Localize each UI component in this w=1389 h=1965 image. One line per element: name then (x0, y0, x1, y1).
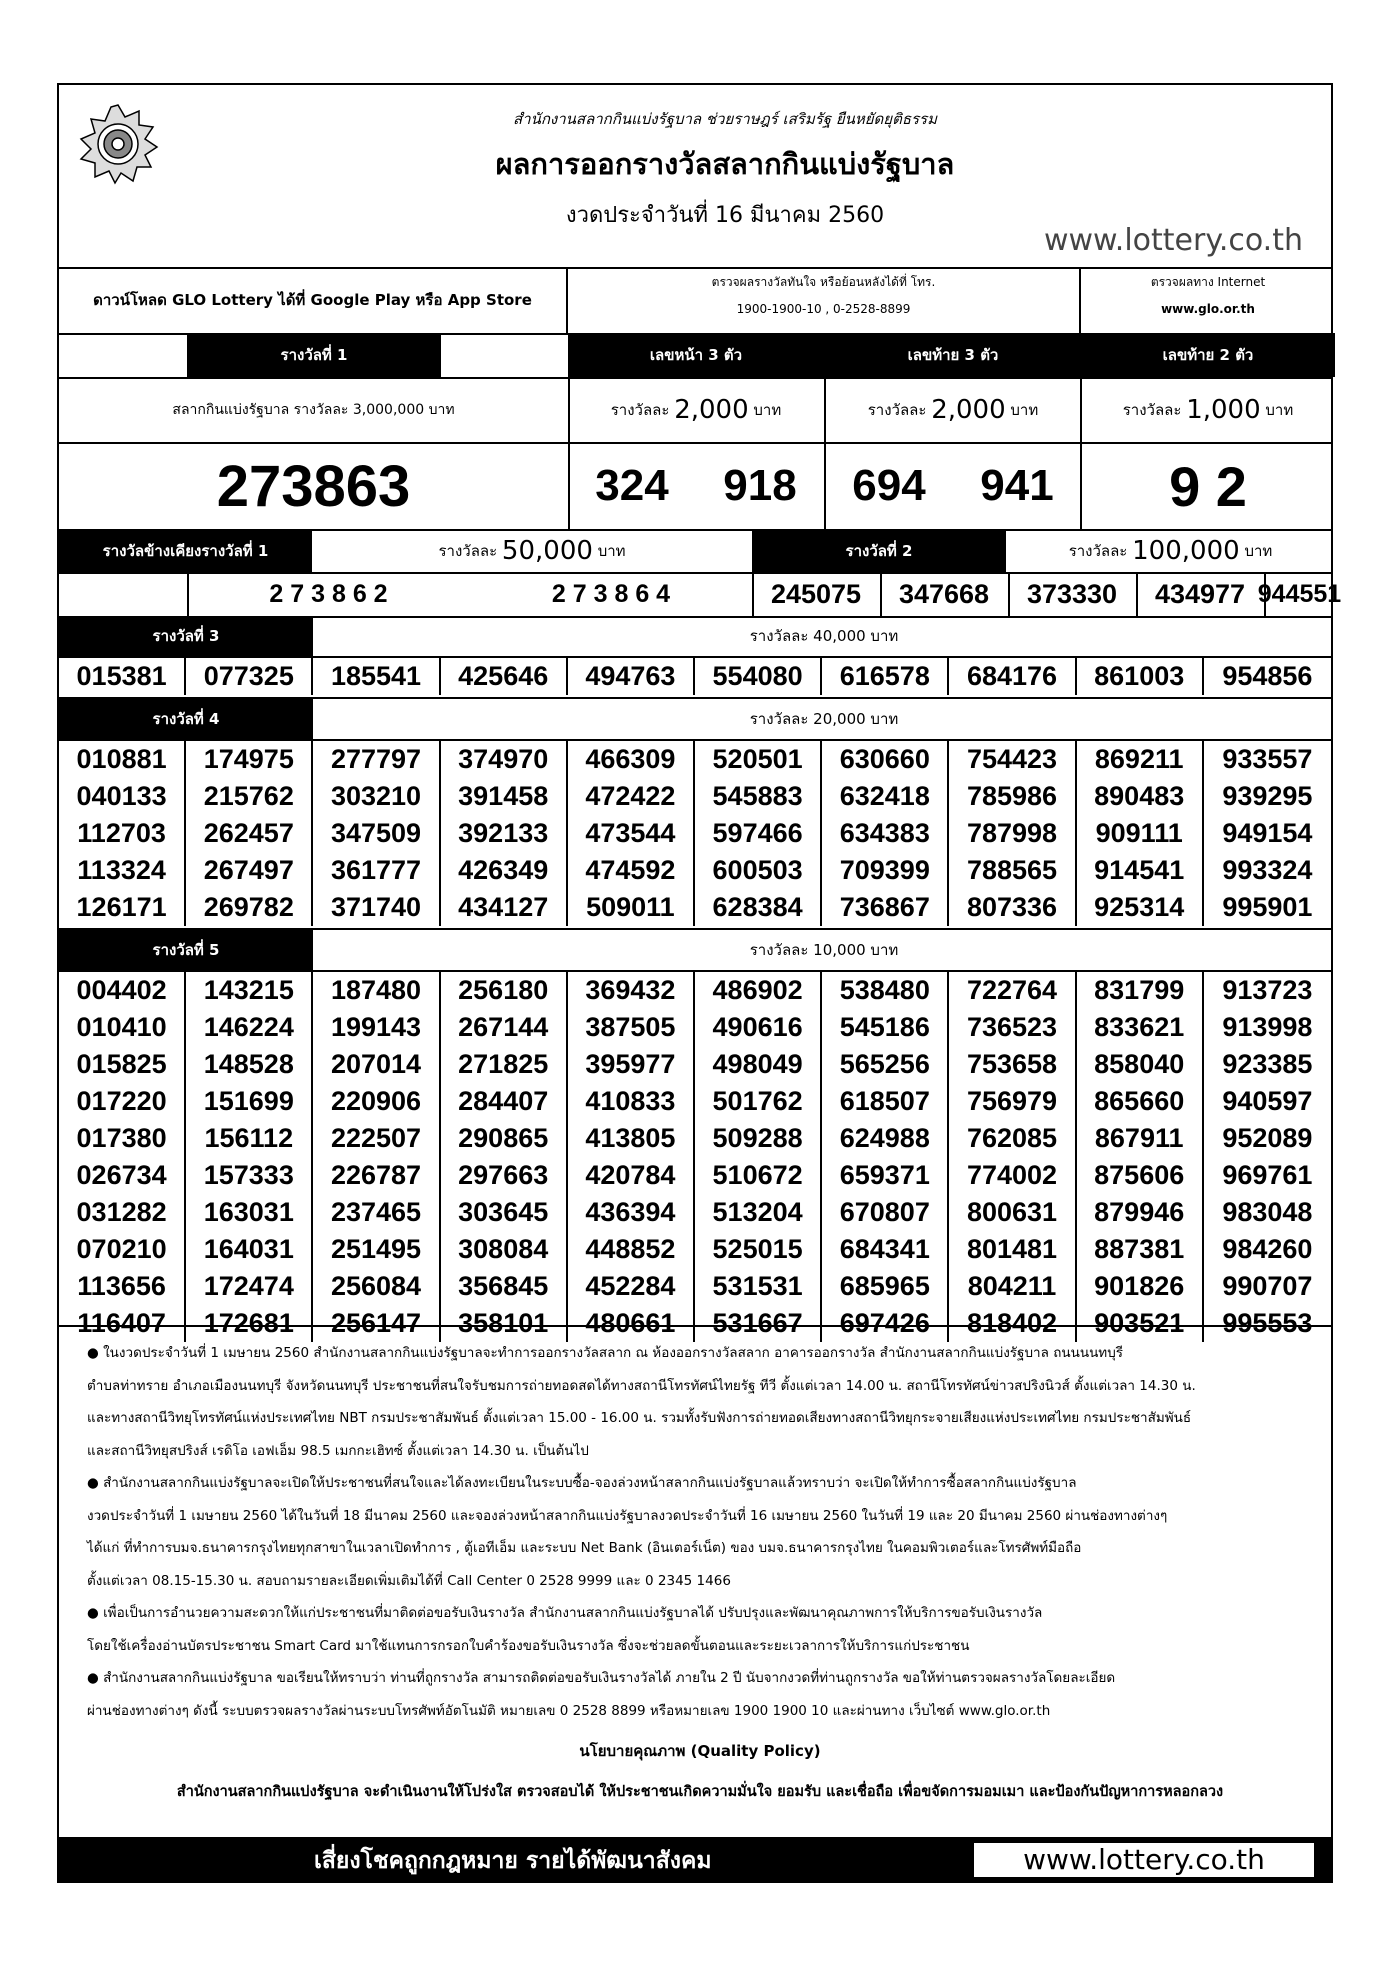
prize-number: 303645 (441, 1194, 568, 1231)
note-line: งวดประจำวันที่ 1 เมษายน 2560 ได้ในวันที่ 18 มีนาคม 2560 และจองล่วงหน้าสลากกินแบ่งรัฐบาลงวดประจำวันที่ 16 เมษายน 2560 ในวันที่ 19 และ 20 มีนาคม 2560 ผ่านช่องทางต่างๆ (87, 1507, 1168, 1524)
prize-number: 220906 (313, 1083, 440, 1120)
prize1-number: 273863 (216, 453, 411, 519)
prize-number: 990707 (1222, 1271, 1313, 1301)
prize-number: 290865 (441, 1120, 568, 1157)
last3-number: 941 (980, 461, 1054, 510)
prize-number: 831799 (1077, 972, 1204, 1009)
prize-number: 420784 (568, 1157, 695, 1194)
prize-number: 774002 (949, 1157, 1076, 1194)
side-prize-label: รางวัลข้างเคียงรางวัลที่ 1 (59, 529, 312, 572)
last3-amount-unit: บาท (1010, 400, 1039, 419)
prize2-number: 434977 (1154, 578, 1246, 609)
prize-number: 509288 (695, 1120, 822, 1157)
prize-number: 684341 (822, 1231, 949, 1268)
prize-number: 207014 (313, 1046, 440, 1083)
draw-date: งวดประจำวันที่ 16 มีนาคม 2560 (565, 203, 885, 228)
prize-number: 308084 (441, 1231, 568, 1268)
prize-number: 256084 (313, 1268, 440, 1305)
prize-number: 480661 (568, 1305, 695, 1342)
prize-number: 226787 (313, 1157, 440, 1194)
prize-number: 684176 (949, 658, 1076, 695)
prize-number: 520501 (695, 741, 822, 778)
note-line: ● สำนักงานสลากกินแบ่งรัฐบาลจะเปิดให้ประชาชนที่สนใจและได้ลงทะเบียนในระบบซื้อ-จองล่วงหน้าสลากกินแบ่งรัฐบาลแล้วทราบว่า จะเปิดให้ทำการซื้อสลากกินแบ่งรัฐบาล (87, 1475, 1077, 1491)
prize-number: 358101 (441, 1305, 568, 1342)
prize-number: 215762 (186, 778, 313, 815)
side-amount (312, 529, 752, 572)
prize-number: 222507 (313, 1120, 440, 1157)
prize-number: 466309 (568, 741, 695, 778)
prize-number: 554080 (695, 658, 822, 695)
prize-number: 531667 (695, 1305, 822, 1342)
prize-number: 509011 (568, 889, 695, 926)
prize-number: 914541 (1077, 852, 1204, 889)
prize-number: 425646 (441, 658, 568, 695)
last2-amount-prefix: รางวัลละ (1122, 400, 1182, 419)
last2-amount-value: 1,000 (1186, 394, 1261, 425)
prize-number: 474592 (568, 852, 695, 889)
prize-number: 413805 (568, 1120, 695, 1157)
prize-number: 157333 (186, 1157, 313, 1194)
prize-number: 939295 (1222, 781, 1313, 811)
prize-number: 010410 (59, 1009, 186, 1046)
lottery-result-sheet (57, 83, 1342, 1883)
internet-check-box (1081, 267, 1335, 333)
prize-number: 126171 (59, 889, 186, 926)
note-line: ● เพื่อเป็นการอำนวยความสะดวกให้แก่ประชาชนที่มาติดต่อขอรับเงินรางวัล สำนักงานสลากกินแบ่งรัฐบาลได้ ปรับปรุงและพัฒนาคุณภาพการให้บริการขอรับเงินรางวัล (87, 1605, 1043, 1621)
last2-number: 9 2 (1169, 454, 1247, 518)
prize-number: 369432 (568, 972, 695, 1009)
prize-number: 753658 (949, 1046, 1076, 1083)
download-note: ดาวน์โหลด GLO Lottery ได้ที่ Google Play หรือ App Store (59, 267, 568, 333)
prize-number: 801481 (949, 1231, 1076, 1268)
phone-title: ตรวจผลรางวัลทันใจ หรือย้อนหลังได้ที่ โทร. (711, 275, 936, 289)
prize-number: 472422 (568, 778, 695, 815)
prize-number: 371740 (313, 889, 440, 926)
prize-number: 199143 (313, 1009, 440, 1046)
prize-number: 788565 (949, 852, 1076, 889)
prize-number: 347509 (313, 815, 440, 852)
prize-number: 995901 (1222, 892, 1313, 922)
prize-number: 015825 (59, 1046, 186, 1083)
prize-number: 913998 (1222, 1012, 1313, 1042)
prize-number: 473544 (568, 815, 695, 852)
prize-number: 861003 (1077, 658, 1204, 695)
prize-number: 077325 (186, 658, 313, 695)
prize-number: 869211 (1077, 741, 1204, 778)
prize-number: 486902 (695, 972, 822, 1009)
prize-number: 925314 (1077, 889, 1204, 926)
prize4-amount: รางวัลละ 20,000 บาท (749, 710, 899, 728)
prize-number: 890483 (1077, 778, 1204, 815)
note-line: ผ่านช่องทางต่างๆ ดังนี้ ระบบตรวจผลรางวัลผ่านระบบโทรศัพท์อัตโนมัติ หมายเลข 0 2528 8899 หรือหมายเลข 1900 1900 10 และผ่านทาง เว็บไซต์ www.glo.or.th (87, 1702, 1051, 1719)
note-line: และสถานีวิทยุสปริงส์ เรดิโอ เอฟเอ็ม 98.5 เมกกะเฮิทซ์ ตั้งแต่เวลา 14.30 น. เป็นต้นไป (87, 1442, 589, 1459)
prize-number: 151699 (186, 1083, 313, 1120)
note-line: ตำบลท่าทราย อำเภอเมืองนนทบุรี จังหวัดนนทบุรี ประชาชนที่สนใจรับชมการถ่ายทอดสดได้ทางสถานีโทรทัศน์ไทยรัฐ ทีวี ตั้งแต่เวลา 14.00 น. สถานีโทรทัศน์ข่าวสปริงนิวส์ ตั้งแต่เวลา 14.30 น. (87, 1377, 1196, 1394)
side-number: 2 7 3 8 6 2 (269, 579, 388, 608)
prize-number: 632418 (822, 778, 949, 815)
prize-number: 031282 (59, 1194, 186, 1231)
prize-number: 754423 (949, 741, 1076, 778)
prize5-grid (59, 972, 1331, 1342)
page-title: ผลการออกรางวัลสลากกินแบ่งรัฐบาล (495, 147, 955, 181)
prize-number: 163031 (186, 1194, 313, 1231)
prize-number: 448852 (568, 1231, 695, 1268)
last3-number: 694 (852, 461, 926, 510)
prize-number: 804211 (949, 1268, 1076, 1305)
prize-number: 392133 (441, 815, 568, 852)
internet-title: ตรวจผลทาง Internet (1150, 275, 1266, 289)
prize-number: 887381 (1077, 1231, 1204, 1268)
prize5-label: รางวัลที่ 5 (59, 930, 313, 970)
prize-number: 361777 (313, 852, 440, 889)
prize-number: 545186 (822, 1009, 949, 1046)
front3-number: 918 (723, 461, 797, 510)
prize-number: 490616 (695, 1009, 822, 1046)
prize2-amount-unit: บาท (1244, 541, 1273, 560)
prize-number: 501762 (695, 1083, 822, 1120)
phone-check-box (568, 267, 1081, 333)
prize-number: 040133 (59, 778, 186, 815)
prize-number: 807336 (949, 889, 1076, 926)
prize2-label: รางวัลที่ 2 (752, 529, 1006, 572)
prize-number: 374970 (441, 741, 568, 778)
prize-number: 498049 (695, 1046, 822, 1083)
quality-policy-title: นโยบายคุณภาพ (Quality Policy) (579, 1742, 821, 1760)
prize-number: 630660 (822, 741, 949, 778)
last3-amount (825, 377, 1081, 442)
prize-number: 954856 (1222, 661, 1313, 691)
footer-website: www.lottery.co.th (974, 1843, 1314, 1877)
prize-number: 256147 (313, 1305, 440, 1342)
prize-number: 933557 (1222, 744, 1313, 774)
note-line: ได้แก่ ที่ทำการบมจ.ธนาคารกรุงไทยทุกสาขาในเวลาเปิดทำการ , ตู้เอทีเอ็ม และระบบ Net Bank (อินเตอร์เน็ต) ของ บมจ.ธนาคารกรุงไทย ในคอมพิวเตอร์และโทรศัพท์มือถือ (87, 1540, 1082, 1556)
prize-number: 004402 (59, 972, 186, 1009)
prize-number: 995553 (1222, 1308, 1313, 1338)
note-line: โดยใช้เครื่องอ่านบัตรประชาชน Smart Card มาใช้แทนการกรอกใบคำร้องขอรับเงินรางวัล ซึ่งจะช่วยลดขั้นตอนและระยะเวลาการให้บริการแก่ประชาชน (87, 1637, 970, 1654)
prize-number: 538480 (822, 972, 949, 1009)
prize-number: 875606 (1077, 1157, 1204, 1194)
front3-amount (568, 377, 824, 442)
prize-number: 271825 (441, 1046, 568, 1083)
prize-number: 634383 (822, 815, 949, 852)
side-amount-prefix: รางวัลละ (438, 541, 498, 560)
prize-number: 903521 (1077, 1305, 1204, 1342)
internet-url: www.glo.or.th (1161, 302, 1255, 316)
front3-amount-value: 2,000 (674, 394, 749, 425)
prize-number: 452284 (568, 1268, 695, 1305)
prize-number: 531531 (695, 1268, 822, 1305)
prize4-grid (59, 741, 1331, 926)
prize-number: 909111 (1077, 815, 1204, 852)
prize-number: 436394 (568, 1194, 695, 1231)
prize-number: 525015 (695, 1231, 822, 1268)
prize-number: 736867 (822, 889, 949, 926)
front3-label: เลขหน้า 3 ตัว (568, 333, 824, 377)
note-line: ● สำนักงานสลากกินแบ่งรัฐบาล ขอเรียนให้ทราบว่า ท่านที่ถูกรางวัล สามารถติดต่อขอรับเงินรางวัลได้ ภายใน 2 ปี นับจากงวดที่ท่านถูกรางวัล ขอให้ท่านตรวจผลรางวัลโดยละเอียด (87, 1670, 1116, 1686)
prize3-amount: รางวัลละ 40,000 บาท (749, 627, 899, 645)
prize-number: 513204 (695, 1194, 822, 1231)
prize-number: 237465 (313, 1194, 440, 1231)
header (59, 85, 1331, 269)
prize-number: 187480 (313, 972, 440, 1009)
prize-number: 185541 (313, 658, 440, 695)
announcement-notes (59, 1325, 1331, 1800)
header-website: www.lottery.co.th (1043, 223, 1303, 258)
prize-number: 785986 (949, 778, 1076, 815)
prize-number: 426349 (441, 852, 568, 889)
prize-number: 113656 (59, 1268, 186, 1305)
prize-number: 510672 (695, 1157, 822, 1194)
prize-number: 756979 (949, 1083, 1076, 1120)
prize2-number: 245075 (770, 578, 862, 609)
info-row (59, 267, 1331, 335)
front3-amount-unit: บาท (753, 400, 782, 419)
note-line: ตั้งแต่เวลา 08.15-15.30 น. สอบถามรายละเอียดเพิ่มเติมได้ที่ Call Center 0 2528 9999 และ 0 2345 1466 (87, 1572, 731, 1589)
prize-number: 143215 (186, 972, 313, 1009)
prize-number: 026734 (59, 1157, 186, 1194)
prize-number: 116407 (59, 1305, 186, 1342)
prize-number: 017380 (59, 1120, 186, 1157)
prize-number: 303210 (313, 778, 440, 815)
prize-number: 685965 (822, 1268, 949, 1305)
last2-label: เลขท้าย 2 ตัว (1081, 333, 1335, 377)
prize-number: 174975 (186, 741, 313, 778)
front3-number: 324 (595, 461, 669, 510)
prize4-label: รางวัลที่ 4 (59, 699, 313, 739)
prize-number: 284407 (441, 1083, 568, 1120)
quality-policy-body: สำนักงานสลากกินแบ่งรัฐบาล จะดำเนินงานให้โปร่งใส ตรวจสอบได้ ให้ประชาชนเกิดความมั่นใจ ยอมรับ และเชื่อถือ เพื่อขจัดการมอมเมา และป้องกันปัญหาการหลอกลวง (176, 1783, 1224, 1800)
prize-number: 800631 (949, 1194, 1076, 1231)
prize-number: 923385 (1222, 1049, 1313, 1079)
prize2-number: 347668 (898, 578, 990, 609)
prize-number: 113324 (59, 852, 186, 889)
prize1-label: รางวัลที่ 1 (187, 333, 441, 377)
prize-number: 356845 (441, 1268, 568, 1305)
prize3-grid (59, 658, 1331, 695)
prize-number: 112703 (59, 815, 186, 852)
prize-number: 858040 (1077, 1046, 1204, 1083)
prize-number: 624988 (822, 1120, 949, 1157)
last3-amount-value: 2,000 (931, 394, 1006, 425)
note-line: และทางสถานีวิทยุโทรทัศน์แห่งประเทศไทย NBT กรมประชาสัมพันธ์ ตั้งแต่เวลา 15.00 - 16.00 น. รวมทั้งรับฟังการถ่ายทอดเสียงทางสถานีวิทยุกระจายเสียงแห่งประเทศไทย กรมประชาสัมพันธ์ (87, 1410, 1192, 1426)
prize-number: 867911 (1077, 1120, 1204, 1157)
prize-number: 015381 (59, 658, 186, 695)
prize2-number: 373330 (1026, 578, 1118, 609)
side-amount-unit: บาท (597, 541, 626, 560)
prize2-amount-value: 100,000 (1132, 535, 1240, 566)
prize-number: 164031 (186, 1231, 313, 1268)
prize-number: 395977 (568, 1046, 695, 1083)
prize-number: 267497 (186, 852, 313, 889)
prize-number: 709399 (822, 852, 949, 889)
header-subtitle: สำนักงานสลากกินแบ่งรัฐบาล ช่วยราษฎร์ เสริมรัฐ ยืนหยัดยุติธรรม (513, 110, 937, 128)
prize-number: 597466 (695, 815, 822, 852)
prize-number: 913723 (1222, 975, 1313, 1005)
prize-number: 156112 (186, 1120, 313, 1157)
prize-number: 172474 (186, 1268, 313, 1305)
prize-number: 818402 (949, 1305, 1076, 1342)
prize-number: 267144 (441, 1009, 568, 1046)
prize-number: 969761 (1222, 1160, 1313, 1190)
prize-number: 277797 (313, 741, 440, 778)
prize-number: 017220 (59, 1083, 186, 1120)
prize-number: 172681 (186, 1305, 313, 1342)
prize-number: 565256 (822, 1046, 949, 1083)
prize-number: 983048 (1222, 1197, 1313, 1227)
prize-number: 722764 (949, 972, 1076, 1009)
prize-number: 993324 (1222, 855, 1313, 885)
note-line: ● ในงวดประจำวันที่ 1 เมษายน 2560 สำนักงานสลากกินแบ่งรัฐบาลจะทำการออกรางวัลสลาก ณ ห้องออกรางวัลสลาก อาคารออกรางวัล สำนักงานสลากกินแบ่งรัฐบาล ถนนนนทบุรี (87, 1345, 1124, 1361)
prize5-amount: รางวัลละ 10,000 บาท (749, 941, 899, 959)
footer-slogan: เสี่ยงโชคถูกกฎหมาย รายได้พัฒนาสังคม (314, 1848, 712, 1874)
prize-number: 618507 (822, 1083, 949, 1120)
last2-amount (1081, 377, 1335, 442)
prize-number: 262457 (186, 815, 313, 852)
prize1-description: สลากกินแบ่งรัฐบาล รางวัลละ 3,000,000 บาท (172, 401, 455, 418)
prize-number: 434127 (441, 889, 568, 926)
prize-number: 146224 (186, 1009, 313, 1046)
last3-amount-prefix: รางวัลละ (867, 400, 927, 419)
side-amount-value: 50,000 (501, 535, 593, 566)
prize-number: 387505 (568, 1009, 695, 1046)
phone-numbers: 1900-1900-10 , 0-2528-8899 (736, 302, 911, 316)
prize3-label: รางวัลที่ 3 (59, 616, 313, 656)
prize-number: 901826 (1077, 1268, 1204, 1305)
last3-label: เลขท้าย 3 ตัว (825, 333, 1081, 377)
prize-number: 391458 (441, 778, 568, 815)
prize-number: 148528 (186, 1046, 313, 1083)
prize-number: 616578 (822, 658, 949, 695)
last2-amount-unit: บาท (1265, 400, 1294, 419)
prize2-amount-prefix: รางวัลละ (1068, 541, 1128, 560)
prize-number: 010881 (59, 741, 186, 778)
prize-number: 984260 (1222, 1234, 1313, 1264)
prize-number: 628384 (695, 889, 822, 926)
footer-bar (59, 1837, 1331, 1883)
prize-number: 762085 (949, 1120, 1076, 1157)
prize-number: 070210 (59, 1231, 186, 1268)
prize-number: 410833 (568, 1083, 695, 1120)
side-number: 2 7 3 8 6 4 (551, 579, 671, 608)
prize-number: 297663 (441, 1157, 568, 1194)
prize-number: 670807 (822, 1194, 949, 1231)
prize-number: 545883 (695, 778, 822, 815)
front3-amount-prefix: รางวัลละ (610, 400, 670, 419)
prize-number: 833621 (1077, 1009, 1204, 1046)
prize2-number: 944551 (1257, 579, 1342, 608)
prize-number: 269782 (186, 889, 313, 926)
prize-number: 940597 (1222, 1086, 1313, 1116)
prize2-amount (1006, 529, 1335, 572)
prize-number: 659371 (822, 1157, 949, 1194)
prize-number: 251495 (313, 1231, 440, 1268)
prize-number: 697426 (822, 1305, 949, 1342)
prize-number: 787998 (949, 815, 1076, 852)
prize-number: 256180 (441, 972, 568, 1009)
prize-number: 879946 (1077, 1194, 1204, 1231)
prize-number: 952089 (1222, 1123, 1313, 1153)
prize-number: 949154 (1222, 818, 1313, 848)
prize-number: 600503 (695, 852, 822, 889)
prize-number: 736523 (949, 1009, 1076, 1046)
prize-number: 865660 (1077, 1083, 1204, 1120)
prize-number: 494763 (568, 658, 695, 695)
